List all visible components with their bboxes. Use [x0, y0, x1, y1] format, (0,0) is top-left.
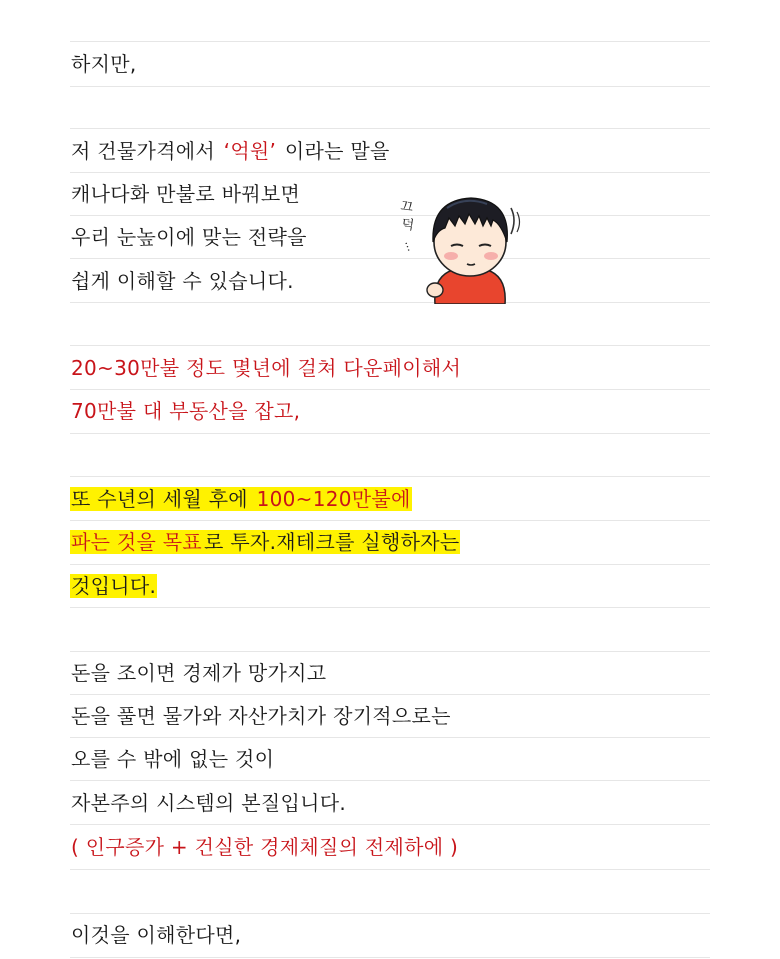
text-line [70, 42, 138, 86]
text-segment: 이라는 말을 [278, 139, 390, 163]
text-line [70, 172, 301, 216]
text-segment: 이것을 이해한다면, [71, 923, 242, 947]
text-line [70, 825, 459, 869]
text-segment: 돈을 조이면 경제가 망가지고 [71, 661, 327, 685]
divider [70, 607, 710, 608]
divider [70, 564, 710, 565]
text-segment-highlight: 또 수년의 세월 후에 [71, 487, 255, 511]
divider [70, 869, 710, 870]
text-segment-highlight-red: 100~120만불에 [256, 487, 411, 511]
text-segment: 캐나다화 만불로 바꿔보면 [71, 182, 301, 206]
text-line [70, 259, 295, 303]
text-segment: 돈을 풀면 물가와 자산가치가 장기적으로는 [71, 704, 451, 728]
text-line [70, 564, 157, 608]
divider [70, 41, 710, 42]
text-segment-red: ‘억원’ [223, 139, 277, 163]
divider [70, 433, 710, 434]
text-segment-highlight: 것입니다. [71, 574, 157, 598]
text-line [70, 694, 452, 738]
text-segment: 자본주의 시스템의 본질입니다. [71, 791, 347, 815]
text-line [70, 129, 391, 173]
text-segment-red: 20~30만불 정도 몇년에 걸쳐 다운페이해서 [71, 356, 462, 380]
text-line [70, 781, 347, 825]
text-line [70, 913, 242, 957]
text-segment-highlight-red: 파는 것을 목표 [71, 530, 203, 554]
text-line [70, 737, 275, 781]
text-line [70, 389, 301, 433]
text-segment: 저 건물가격에서 [71, 139, 222, 163]
text-segment: 오를 수 밖에 없는 것이 [71, 747, 275, 771]
text-segment: 하지만, [71, 52, 137, 76]
text-line [70, 651, 327, 695]
text-line [70, 346, 462, 390]
text-segment-red: ( 인구증가 + 건실한 경제체질의 전제하에 ) [71, 835, 459, 859]
text-line [70, 477, 412, 521]
text-line [70, 215, 308, 259]
svg-text:끄: 끄 [399, 199, 414, 216]
svg-text:덕: 덕 [400, 217, 415, 234]
svg-text:...: ... [402, 238, 418, 253]
divider [70, 86, 710, 87]
text-segment-highlight: 로 투자.재테크를 실행하자는 [204, 530, 460, 554]
text-segment-red: 70만불 대 부동산을 잡고, [71, 399, 301, 423]
text-segment: 우리 눈높이에 맞는 전략을 [71, 225, 307, 249]
text-line [70, 520, 460, 564]
nodding-cartoon-character-icon [395, 180, 525, 304]
text-segment: 쉽게 이해할 수 있습니다. [71, 269, 294, 293]
divider [70, 957, 710, 958]
